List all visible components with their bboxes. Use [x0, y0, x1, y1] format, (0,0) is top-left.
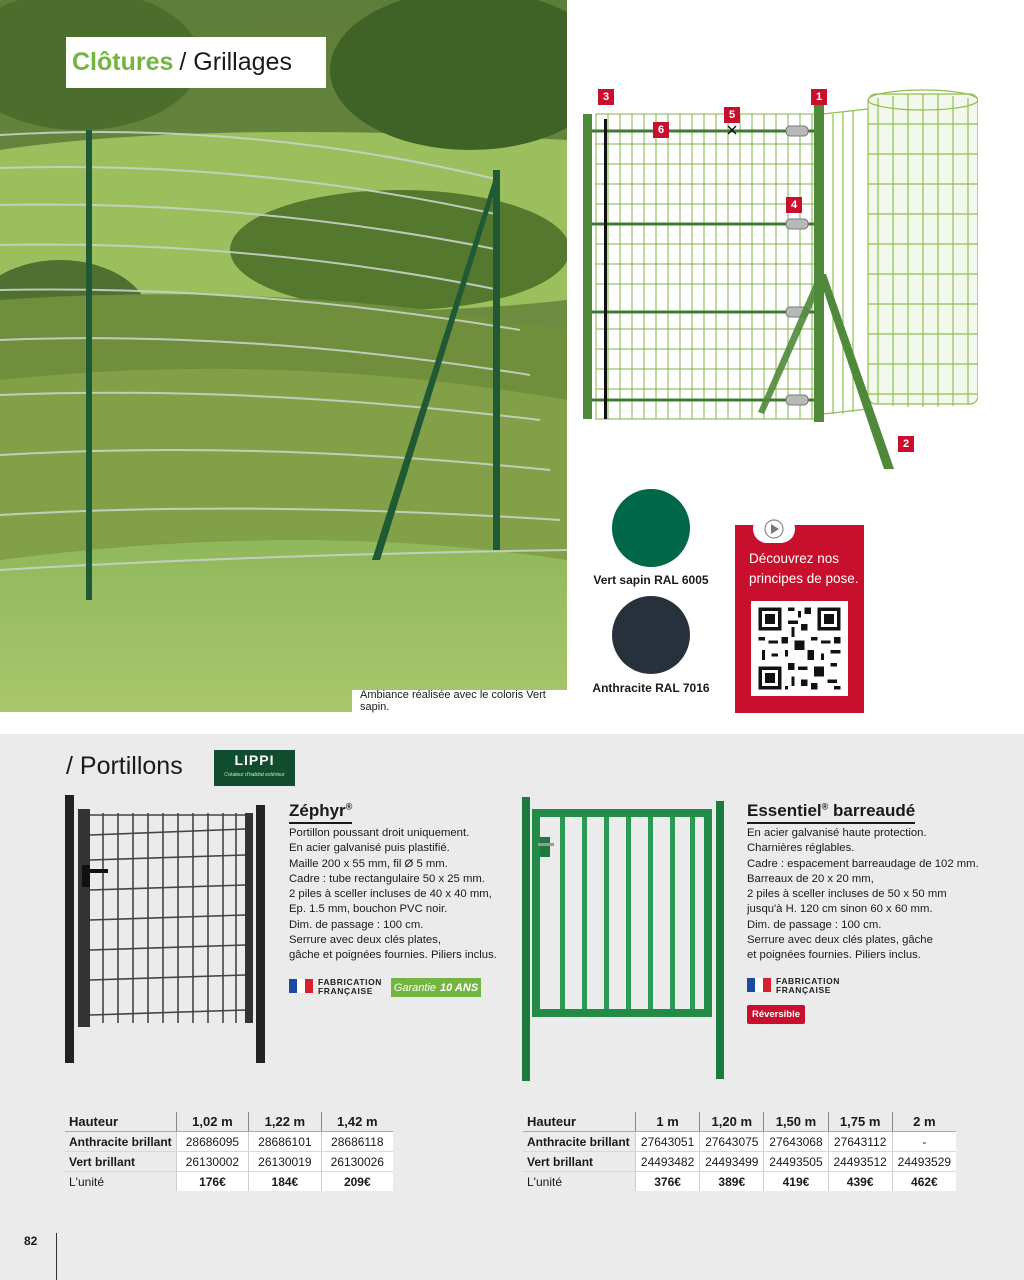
- diagram-label-3: 3: [598, 89, 614, 105]
- zephyr-desc-line: En acier galvanisé puis plastifié.: [289, 842, 450, 855]
- table-cell: -: [892, 1132, 956, 1152]
- table-header-cell: 1,02 m: [176, 1112, 248, 1132]
- table-cell: 28686118: [321, 1132, 393, 1152]
- footer-divider: [56, 1233, 57, 1280]
- essentiel-desc-line: jusqu'à H. 120 cm sinon 60 x 60 mm.: [747, 903, 933, 916]
- essentiel-name: Essentiel: [747, 801, 822, 820]
- table-header-row: [65, 1112, 393, 1132]
- essentiel-desc-line: Dim. de passage : 100 cm.: [747, 918, 882, 931]
- color-swatch-vert-sapin: [612, 489, 690, 567]
- table-cell: 24493512: [828, 1152, 892, 1172]
- essentiel-title: [747, 801, 915, 824]
- essentiel-fabrication-francaise: [776, 977, 840, 995]
- price-cell: 419€: [764, 1172, 828, 1192]
- table-header-cell: 2 m: [892, 1112, 956, 1132]
- table-row-label: Anthracite brillant: [65, 1132, 176, 1152]
- diagram-label-5: 5: [724, 107, 740, 123]
- zephyr-desc-line: Dim. de passage : 100 cm.: [289, 918, 424, 931]
- zephyr-desc-line: Maille 200 x 55 mm, fil Ø 5 mm.: [289, 857, 448, 870]
- page-number: 82: [24, 1234, 38, 1248]
- brand-name: LIPPI: [234, 752, 275, 768]
- essentiel-desc-line: et poignées fournies. Piliers inclus.: [747, 949, 921, 962]
- table-row-label: Anthracite brillant: [523, 1132, 636, 1152]
- table-row: [65, 1132, 393, 1152]
- diagram-label-1: 1: [811, 89, 827, 105]
- zephyr-desc-line: Portillon poussant droit uniquement.: [289, 827, 470, 839]
- zephyr-price-table: [65, 1112, 393, 1191]
- table-price-row: [65, 1172, 393, 1192]
- table-header-cell: 1,20 m: [700, 1112, 764, 1132]
- warranty-label: Garantie: [393, 981, 437, 994]
- essentiel-fab-line2: FRANÇAISE: [776, 985, 831, 995]
- zephyr-desc-line: Ep. 1.5 mm, bouchon PVC noir.: [289, 903, 448, 916]
- table-header-cell: 1 m: [636, 1112, 700, 1132]
- essentiel-desc-line: Cadre : espacement barreaudage de 102 mm.: [747, 857, 979, 870]
- zephyr-desc-line: gâche et poignées fournies. Piliers inclus.: [289, 949, 497, 962]
- promo-text-line1: Découvrez nos: [749, 551, 840, 566]
- promo-text: [749, 549, 859, 589]
- title-subcategory: / Grillages: [179, 48, 292, 76]
- section-title: / Portillons: [66, 752, 183, 780]
- french-flag-icon: [747, 978, 771, 992]
- price-cell: 176€: [176, 1172, 248, 1192]
- essentiel-registered-mark: ®: [821, 801, 829, 812]
- price-cell: 389€: [700, 1172, 764, 1192]
- table-header-cell: 1,22 m: [249, 1112, 321, 1132]
- essentiel-desc-line: Barreaux de 20 x 20 mm,: [747, 872, 874, 885]
- zephyr-gate-illustration: [58, 795, 273, 1067]
- zephyr-desc-line: Cadre : tube rectangulaire 50 x 25 mm.: [289, 872, 485, 885]
- table-price-row: [523, 1172, 956, 1192]
- table-row-label: Vert brillant: [523, 1152, 636, 1172]
- essentiel-gate-image: [518, 797, 732, 1083]
- table-header-cell: 1,50 m: [764, 1112, 828, 1132]
- table-cell: 24493482: [636, 1152, 700, 1172]
- table-header-cell: 1,75 m: [828, 1112, 892, 1132]
- qr-code[interactable]: [751, 601, 848, 696]
- table-cell: 28686101: [249, 1132, 321, 1152]
- zephyr-fabrication-francaise: [318, 978, 382, 996]
- zephyr-name: Zéphyr: [289, 801, 346, 820]
- price-cell: 209€: [321, 1172, 393, 1192]
- price-cell: 439€: [828, 1172, 892, 1192]
- essentiel-desc-line: Serrure avec deux clés plates, gâche: [747, 934, 933, 947]
- table-row-label: L'unité: [527, 1174, 562, 1189]
- french-flag-icon: [289, 979, 313, 993]
- brand-logo: [214, 750, 295, 786]
- play-icon[interactable]: [753, 515, 795, 543]
- zephyr-desc-line: 2 piles à sceller incluses de 40 x 40 mm,: [289, 888, 492, 901]
- essentiel-gate-illustration: [518, 797, 732, 1083]
- table-header-label: Hauteur: [65, 1112, 176, 1132]
- essentiel-description: [747, 826, 979, 964]
- page-title: [66, 37, 326, 88]
- table-row-label: Vert brillant: [65, 1152, 176, 1172]
- table-row: [523, 1152, 956, 1172]
- reversible-badge: Réversible: [747, 1005, 805, 1024]
- price-cell: 376€: [636, 1172, 700, 1192]
- diagram-label-6: 6: [653, 122, 669, 138]
- installation-video-promo[interactable]: [735, 525, 864, 713]
- zephyr-fab-line1: FABRICATION: [318, 977, 383, 987]
- table-cell: 27643112: [828, 1132, 892, 1152]
- table-cell: 28686095: [176, 1132, 248, 1152]
- zephyr-registered-mark: ®: [345, 801, 353, 812]
- diagram-label-4: 4: [786, 197, 802, 213]
- table-cell: 26130002: [176, 1152, 248, 1172]
- table-row-label: L'unité: [69, 1174, 104, 1189]
- warranty-duration: 10 ANS: [440, 981, 479, 994]
- table-cell: 24493505: [764, 1152, 828, 1172]
- color-label-anthracite: Anthracite RAL 7016: [592, 681, 710, 695]
- essentiel-desc-line: Charnières réglables.: [747, 842, 855, 855]
- photo-caption: Ambiance réalisée avec le coloris Vert sapin.: [352, 690, 567, 712]
- essentiel-desc-line: 2 piles à sceller incluses de 50 x 50 mm: [747, 888, 947, 901]
- table-cell: 26130019: [249, 1152, 321, 1172]
- table-header-row: [523, 1112, 956, 1132]
- table-row: [65, 1152, 393, 1172]
- installation-diagram: [578, 84, 978, 474]
- promo-text-line2: principes de pose.: [749, 571, 859, 586]
- zephyr-title: [289, 801, 352, 824]
- table-cell: 27643051: [636, 1132, 700, 1152]
- zephyr-desc-line: Serrure avec deux clés plates,: [289, 934, 441, 947]
- brand-tagline: Créateur d'habitat extérieur: [224, 772, 285, 778]
- table-cell: 27643075: [700, 1132, 764, 1152]
- essentiel-price-table: [523, 1112, 956, 1191]
- table-cell: 24493499: [700, 1152, 764, 1172]
- table-cell: 24493529: [892, 1152, 956, 1172]
- price-cell: 462€: [892, 1172, 956, 1192]
- table-row: [523, 1132, 956, 1152]
- essentiel-name-suffix: barreaudé: [833, 801, 916, 820]
- essentiel-desc-line: En acier galvanisé haute protection.: [747, 827, 927, 839]
- price-cell: 184€: [249, 1172, 321, 1192]
- ambiance-photo: [0, 0, 567, 712]
- zephyr-description: [289, 826, 497, 964]
- zephyr-gate-image: [58, 795, 273, 1067]
- fence-scene-illustration: [0, 0, 567, 712]
- warranty-badge: [391, 978, 481, 997]
- fence-diagram-illustration: [578, 84, 978, 474]
- zephyr-fab-line2: FRANÇAISE: [318, 986, 373, 996]
- diagram-label-2: 2: [898, 436, 914, 452]
- table-cell: 26130026: [321, 1152, 393, 1172]
- color-label-vert-sapin: Vert sapin RAL 6005: [593, 573, 709, 587]
- title-category: Clôtures: [72, 48, 174, 76]
- table-header-cell: 1,42 m: [321, 1112, 393, 1132]
- color-swatch-anthracite: [612, 596, 690, 674]
- table-cell: 27643068: [764, 1132, 828, 1152]
- table-header-label: Hauteur: [523, 1112, 636, 1132]
- essentiel-fab-line1: FABRICATION: [776, 976, 841, 986]
